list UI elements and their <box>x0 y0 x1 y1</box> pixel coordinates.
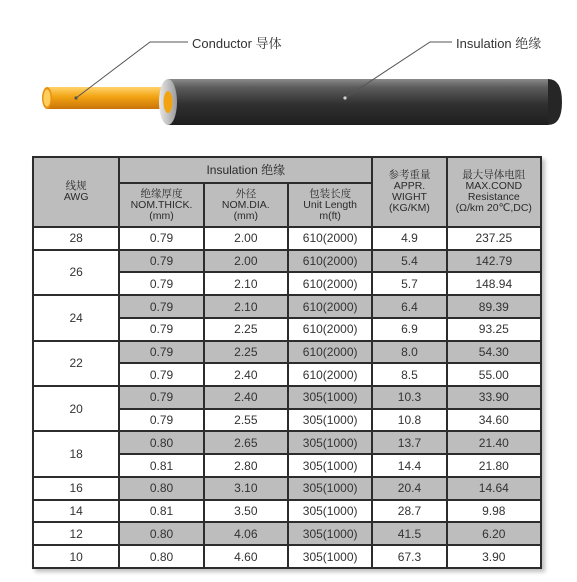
table-row <box>34 228 540 249</box>
cell-resistance: 142.79 <box>448 251 540 272</box>
spec-table <box>32 156 542 569</box>
cell-length: 305(1000) <box>289 455 371 476</box>
cell-resistance: 21.40 <box>448 432 540 453</box>
cell-length: 305(1000) <box>289 387 371 408</box>
table-row <box>34 432 540 453</box>
header-diameter-cn: 外径 <box>235 187 257 200</box>
table-row <box>34 251 540 272</box>
cell-resistance: 14.64 <box>448 478 540 499</box>
cell-thick: 0.81 <box>120 501 202 522</box>
cell-weight: 8.0 <box>373 342 445 363</box>
cell-dia: 2.25 <box>205 319 287 340</box>
cell-thick: 0.80 <box>120 523 202 544</box>
cell-resistance: 93.25 <box>448 319 540 340</box>
cell-awg: 14 <box>34 501 118 522</box>
cell-thick: 0.80 <box>120 546 202 567</box>
cell-dia: 4.60 <box>205 546 287 567</box>
cell-dia: 2.00 <box>205 251 287 272</box>
cell-awg: 18 <box>34 432 118 475</box>
cell-resistance: 237.25 <box>448 228 540 249</box>
table-row <box>34 501 540 522</box>
cell-length: 305(1000) <box>289 546 371 567</box>
cell-thick: 0.79 <box>120 228 202 249</box>
cell-thick: 0.79 <box>120 319 202 340</box>
header-length-unit: m(ft) <box>319 209 341 222</box>
cell-weight: 6.4 <box>373 296 445 317</box>
header-resistance-cn: 最大导体电阻 <box>462 169 526 181</box>
cell-awg: 20 <box>34 387 118 430</box>
header-weight-unit: (KG/KM) <box>389 202 430 214</box>
cell-weight: 5.7 <box>373 273 445 294</box>
cell-dia: 3.10 <box>205 478 287 499</box>
cell-thick: 0.79 <box>120 296 202 317</box>
header-diameter-en: NOM.DIA. <box>221 198 270 211</box>
table-row <box>34 478 540 499</box>
header-weight <box>373 158 445 226</box>
cell-awg: 28 <box>34 228 118 249</box>
header-diameter <box>205 184 287 226</box>
cell-length: 305(1000) <box>289 410 371 431</box>
cell-awg: 10 <box>34 546 118 567</box>
conductor-label: Conductor 导体 <box>192 36 282 51</box>
cell-weight: 28.7 <box>373 501 445 522</box>
header-resistance-unit: (Ω/km 20℃,DC) <box>455 202 532 214</box>
header-thickness-cn: 绝缘厚度 <box>140 187 183 200</box>
cell-thick: 0.79 <box>120 342 202 363</box>
cell-weight: 6.9 <box>373 319 445 340</box>
header-length-cn: 包装长度 <box>309 187 352 200</box>
cell-length: 610(2000) <box>289 228 371 249</box>
cell-resistance: 21.80 <box>448 455 540 476</box>
header-awg-en: AWG <box>63 191 89 203</box>
cell-resistance: 55.00 <box>448 364 540 385</box>
cell-weight: 10.3 <box>373 387 445 408</box>
cell-awg: 22 <box>34 342 118 385</box>
cell-weight: 41.5 <box>373 523 445 544</box>
insulation-label: Insulation 绝缘 <box>456 36 542 51</box>
header-weight-en2: WIGHT <box>391 191 427 203</box>
cell-dia: 2.00 <box>205 228 287 249</box>
table-row <box>34 387 540 408</box>
cell-dia: 2.55 <box>205 410 287 431</box>
cell-thick: 0.79 <box>120 387 202 408</box>
cell-awg: 26 <box>34 251 118 294</box>
cell-thick: 0.79 <box>120 410 202 431</box>
header-thickness <box>120 184 202 226</box>
cell-length: 305(1000) <box>289 478 371 499</box>
cell-weight: 10.8 <box>373 410 445 431</box>
cell-resistance: 9.98 <box>448 501 540 522</box>
table-row <box>34 296 540 317</box>
table-row <box>34 342 540 363</box>
cell-dia: 2.40 <box>205 387 287 408</box>
cell-dia: 3.50 <box>205 501 287 522</box>
cell-length: 610(2000) <box>289 364 371 385</box>
insulation-jacket <box>159 79 562 125</box>
cable-illustration <box>0 0 577 150</box>
cell-weight: 13.7 <box>373 432 445 453</box>
header-awg <box>34 158 118 226</box>
spec-table-body <box>34 228 540 567</box>
cell-dia: 2.65 <box>205 432 287 453</box>
header-thickness-en: NOM.THICK. <box>130 198 193 211</box>
cell-dia: 2.25 <box>205 342 287 363</box>
cell-thick: 0.79 <box>120 273 202 294</box>
cell-length: 610(2000) <box>289 342 371 363</box>
cell-thick: 0.80 <box>120 478 202 499</box>
cell-length: 610(2000) <box>289 273 371 294</box>
header-resistance-en2: Resistance <box>467 191 520 203</box>
header-resistance-en1: MAX.COND <box>465 180 523 192</box>
cell-thick: 0.79 <box>120 364 202 385</box>
cell-length: 305(1000) <box>289 523 371 544</box>
cell-weight: 20.4 <box>373 478 445 499</box>
header-diameter-unit: (mm) <box>233 209 259 222</box>
cell-resistance: 33.90 <box>448 387 540 408</box>
cell-resistance: 6.20 <box>448 523 540 544</box>
cell-length: 305(1000) <box>289 501 371 522</box>
header-resistance <box>448 158 540 226</box>
spec-table-frame <box>32 156 542 569</box>
cell-awg: 12 <box>34 523 118 544</box>
cell-length: 305(1000) <box>289 432 371 453</box>
cell-thick: 0.79 <box>120 251 202 272</box>
conductor-wire <box>42 87 175 109</box>
cell-dia: 4.06 <box>205 523 287 544</box>
table-row <box>34 546 540 567</box>
cell-resistance: 54.30 <box>448 342 540 363</box>
cell-dia: 2.40 <box>205 364 287 385</box>
cell-awg: 16 <box>34 478 118 499</box>
cell-length: 610(2000) <box>289 251 371 272</box>
cell-length: 610(2000) <box>289 319 371 340</box>
cell-weight: 67.3 <box>373 546 445 567</box>
cell-dia: 2.80 <box>205 455 287 476</box>
header-weight-cn: 参考重量 <box>388 169 431 181</box>
cell-resistance: 89.39 <box>448 296 540 317</box>
cell-weight: 4.9 <box>373 228 445 249</box>
cell-awg: 24 <box>34 296 118 339</box>
table-row <box>34 523 540 544</box>
header-awg-cn: 线规 <box>65 180 87 192</box>
header-weight-en1: APPR. <box>393 180 426 192</box>
cell-weight: 8.5 <box>373 364 445 385</box>
header-length-en: Unit Length <box>303 198 357 211</box>
header-length <box>289 184 371 226</box>
cell-weight: 14.4 <box>373 455 445 476</box>
cell-dia: 2.10 <box>205 296 287 317</box>
header-thickness-unit: (mm) <box>149 209 174 222</box>
cell-weight: 5.4 <box>373 251 445 272</box>
cell-resistance: 34.60 <box>448 410 540 431</box>
cell-length: 610(2000) <box>289 296 371 317</box>
cell-resistance: 148.94 <box>448 273 540 294</box>
cell-thick: 0.80 <box>120 432 202 453</box>
cell-resistance: 3.90 <box>448 546 540 567</box>
cell-thick: 0.81 <box>120 455 202 476</box>
header-insulation-group: Insulation 绝缘 <box>120 158 371 182</box>
cell-dia: 2.10 <box>205 273 287 294</box>
